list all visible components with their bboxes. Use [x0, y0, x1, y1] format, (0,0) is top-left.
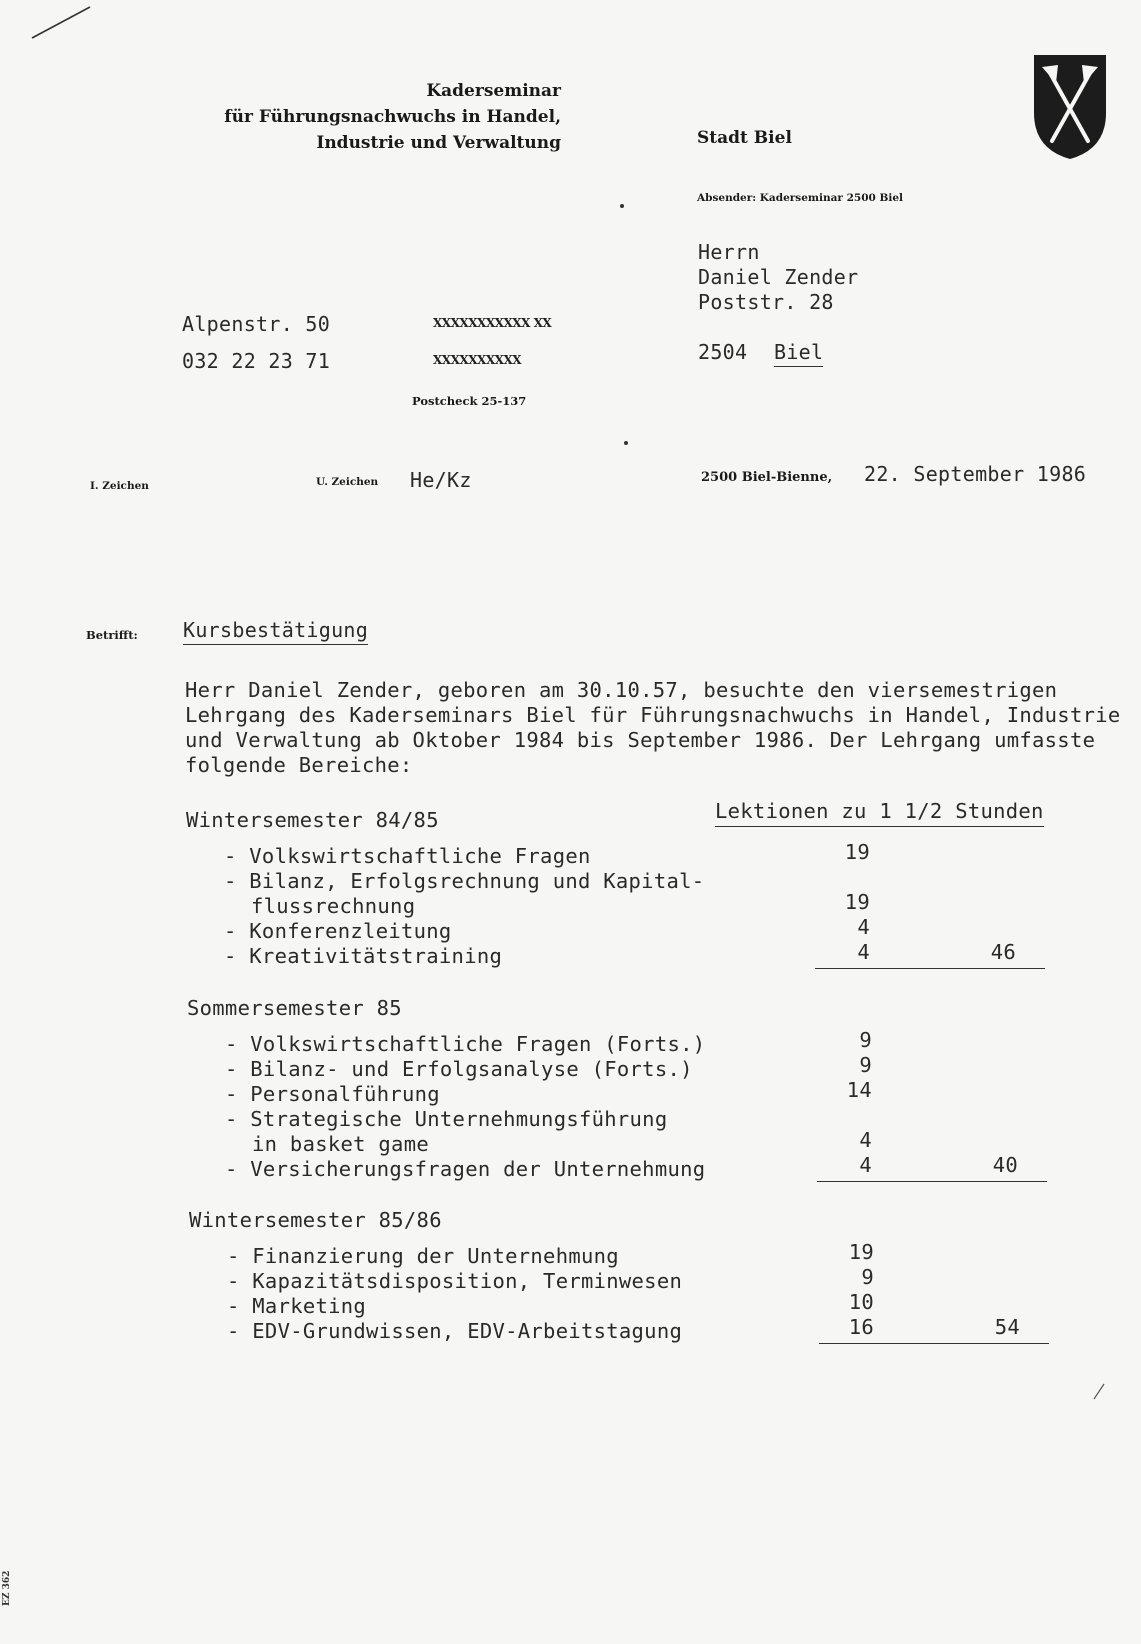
lesson-count: 4	[857, 940, 870, 964]
course-item: - Personalführung	[225, 1082, 440, 1106]
lesson-count: 4	[859, 1153, 872, 1177]
course-item-continuation: in basket game	[252, 1132, 429, 1156]
lesson-count: 4	[857, 915, 870, 939]
subtotal-rule	[817, 1181, 1047, 1182]
semester-title: Wintersemester 85/86	[189, 1208, 442, 1232]
lesson-count: 14	[846, 1078, 872, 1102]
sender-street: Alpenstr. 50	[182, 312, 331, 336]
subject-value: Kursbestätigung	[183, 618, 368, 645]
body-line1: Herr Daniel Zender, geboren am 30.10.57, besuchte den viersemestrigen	[185, 678, 1058, 702]
u-zeichen-value: He/Kz	[410, 468, 472, 492]
lesson-count: 19	[848, 1240, 874, 1264]
semester-title: Sommersemester 85	[187, 996, 402, 1020]
struck-out-line2: XXXXXXXXXX	[433, 353, 522, 367]
course-item-continuation: flussrechnung	[251, 894, 416, 918]
semester-total: 54	[994, 1315, 1020, 1339]
course-item: - Kreativitätstraining	[224, 944, 503, 968]
org-name-line1: Kaderseminar	[426, 81, 561, 101]
sender-phone: 032 22 23 71	[182, 349, 331, 373]
semester-title: Wintersemester 84/85	[186, 808, 439, 832]
course-item: - Finanzierung der Unternehmung	[227, 1244, 619, 1268]
lesson-count: 9	[859, 1028, 872, 1052]
lesson-count: 9	[861, 1265, 874, 1289]
i-zeichen-label: I. Zeichen	[90, 480, 149, 492]
semester-total: 46	[990, 940, 1016, 964]
pen-tick-mark	[1092, 1382, 1106, 1400]
course-item: - Konferenzleitung	[224, 919, 452, 943]
recipient-salutation: Herrn	[698, 240, 760, 264]
recipient-zip: 2504	[698, 340, 748, 364]
struck-out-line1: XXXXXXXXXXX XX	[433, 316, 552, 330]
subject-label: Betrifft:	[86, 628, 138, 642]
place-label: 2500 Biel-Bienne,	[701, 470, 833, 485]
dot-mark-2	[624, 441, 628, 445]
lesson-count: 10	[848, 1290, 874, 1314]
course-item: - Volkswirtschaftliche Fragen (Forts.)	[225, 1032, 706, 1056]
body-line3: und Verwaltung ab Oktober 1984 bis September 1986. Der Lehrgang umfasste	[185, 728, 1096, 752]
pen-stroke-mark	[30, 4, 92, 40]
course-item: - Bilanz, Erfolgsrechnung und Kapital-	[224, 869, 705, 893]
city-label: Stadt Biel	[697, 128, 792, 148]
form-code: EZ 362	[2, 1570, 12, 1606]
sender-line: Absender: Kaderseminar 2500 Biel	[697, 192, 904, 204]
org-name-line3: Industrie und Verwaltung	[316, 133, 561, 153]
course-item: - Bilanz- und Erfolgsanalyse (Forts.)	[225, 1057, 693, 1081]
course-item: - Strategische Unternehmungsführung	[225, 1107, 668, 1131]
lesson-count: 9	[859, 1053, 872, 1077]
org-name-line2: für Führungsnachwuchs in Handel,	[224, 107, 561, 127]
dot-mark	[620, 204, 624, 208]
u-zeichen-label: U. Zeichen	[316, 476, 379, 488]
letter-date: 22. September 1986	[864, 462, 1087, 486]
recipient-name: Daniel Zender	[698, 265, 859, 289]
lesson-count: 19	[844, 840, 870, 864]
postcheck-line: Postcheck 25-137	[412, 394, 527, 408]
body-line2: Lehrgang des Kaderseminars Biel für Führungsnachwuchs in Handel, Industrie	[185, 703, 1121, 727]
course-item: - Versicherungsfragen der Unternehmung	[225, 1157, 706, 1181]
lesson-count: 16	[848, 1315, 874, 1339]
recipient-city: Biel	[774, 340, 823, 367]
table-header: Lektionen zu 1 1/2 Stunden	[715, 799, 1044, 827]
lesson-count: 4	[859, 1128, 872, 1152]
biel-coat-of-arms-icon	[1032, 53, 1108, 161]
recipient-street: Poststr. 28	[698, 290, 834, 314]
semester-total: 40	[992, 1153, 1018, 1177]
course-item: - Volkswirtschaftliche Fragen	[224, 844, 591, 868]
subtotal-rule	[819, 1343, 1049, 1344]
subtotal-rule	[815, 968, 1045, 969]
course-item: - Kapazitätsdisposition, Terminwesen	[227, 1269, 683, 1293]
course-item: - EDV-Grundwissen, EDV-Arbeitstagung	[227, 1319, 683, 1343]
body-line4: folgende Bereiche:	[185, 753, 413, 777]
course-item: - Marketing	[227, 1294, 367, 1318]
lesson-count: 19	[844, 890, 870, 914]
